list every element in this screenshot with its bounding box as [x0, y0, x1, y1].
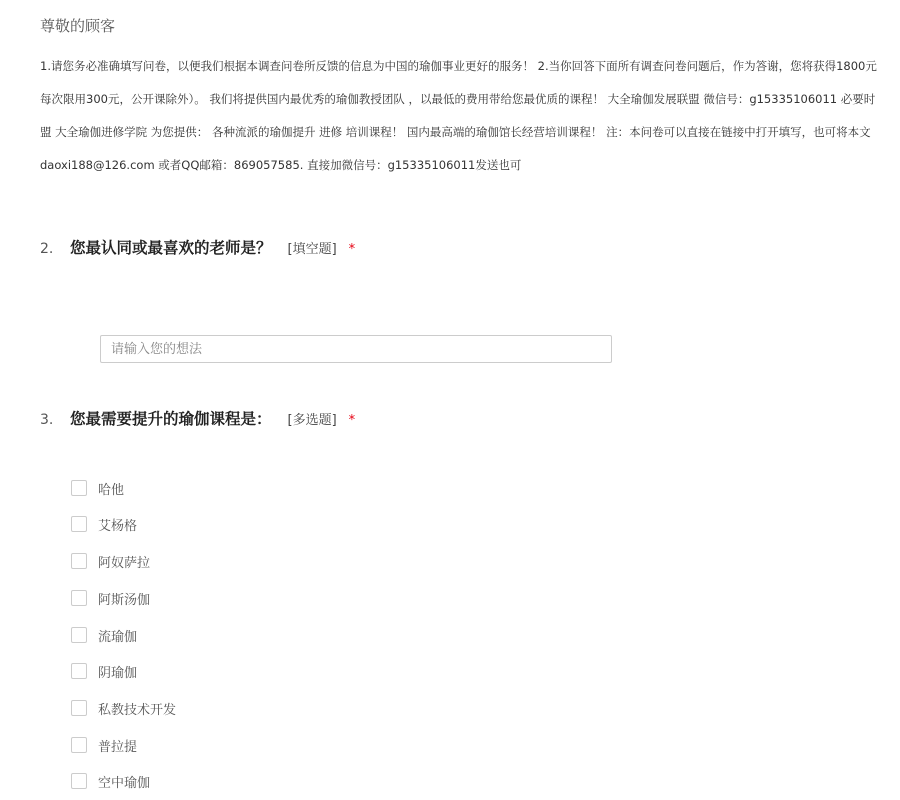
checkbox[interactable] — [71, 700, 87, 716]
required-mark: * — [348, 413, 356, 428]
checkbox[interactable] — [71, 773, 87, 789]
option-private-coaching[interactable] — [71, 698, 176, 718]
question-type-label: [填空题] — [287, 242, 337, 257]
checkbox[interactable] — [71, 663, 87, 679]
option-yin-yoga[interactable] — [71, 661, 137, 681]
checkbox[interactable] — [71, 737, 87, 753]
question-3-title — [40, 407, 355, 429]
intro-line: 每次限用300元，公开课除外）。 我们将提供国内最优秀的瑜伽教授团队 ，以最低的费用带给您最优质的课程！ 大全瑜伽发展联盟 微信号：g15335106011 必要时 — [40, 92, 876, 106]
option-label: 艾杨格 — [98, 518, 138, 534]
question-2-title — [40, 236, 355, 258]
option-label: 普拉提 — [98, 739, 138, 755]
question-text: 您最认同或最喜欢的老师是？ — [70, 239, 272, 257]
intro-line: 盟 大全瑜伽进修学院 为您提供： 各种流派的瑜伽提升 进修 培训课程！ 国内最高端的瑜伽馆长经营培训课程！ 注：本问卷可以直接在链接中打开填写，也可将本文 — [40, 125, 871, 139]
option-hatha[interactable] — [71, 478, 124, 498]
option-pilates[interactable] — [71, 735, 137, 755]
question-number: 3. — [40, 412, 54, 428]
checkbox[interactable] — [71, 627, 87, 643]
intro-line: 1.请您务必准确填写问卷，以便我们根据本调查问卷所反馈的信息为中国的瑜伽事业更好的服务！ 2.当你回答下面所有调查问卷问题后，作为答谢，您将获得1800元 — [40, 59, 877, 73]
option-ashtanga[interactable] — [71, 588, 150, 608]
teacher-answer-input[interactable] — [100, 335, 612, 363]
option-label: 空中瑜伽 — [98, 775, 151, 791]
option-aerial-yoga[interactable] — [71, 771, 150, 791]
question-text: 您最需要提升的瑜伽课程是： — [70, 410, 272, 428]
checkbox[interactable] — [71, 590, 87, 606]
option-label: 阿斯汤伽 — [98, 592, 151, 608]
checkbox[interactable] — [71, 553, 87, 569]
required-mark: * — [348, 242, 356, 257]
question-type-label: [多选题] — [287, 413, 337, 428]
checkbox[interactable] — [71, 480, 87, 496]
option-label: 阿奴萨拉 — [98, 555, 151, 571]
option-anusara[interactable] — [71, 551, 150, 571]
option-iyengar[interactable] — [71, 514, 137, 534]
survey-greeting: 尊敬的顾客 — [40, 17, 116, 35]
intro-line: daoxi188@126.com 或者QQ邮箱：869057585. 直接加微信号：g15335106011发送也可 — [40, 158, 522, 172]
option-flow-yoga[interactable] — [71, 625, 137, 645]
option-label: 阴瑜伽 — [98, 665, 138, 681]
option-label: 私教技术开发 — [98, 702, 177, 718]
option-label: 哈他 — [98, 482, 125, 498]
checkbox[interactable] — [71, 516, 87, 532]
question-number: 2. — [40, 241, 54, 257]
option-label: 流瑜伽 — [98, 629, 138, 645]
